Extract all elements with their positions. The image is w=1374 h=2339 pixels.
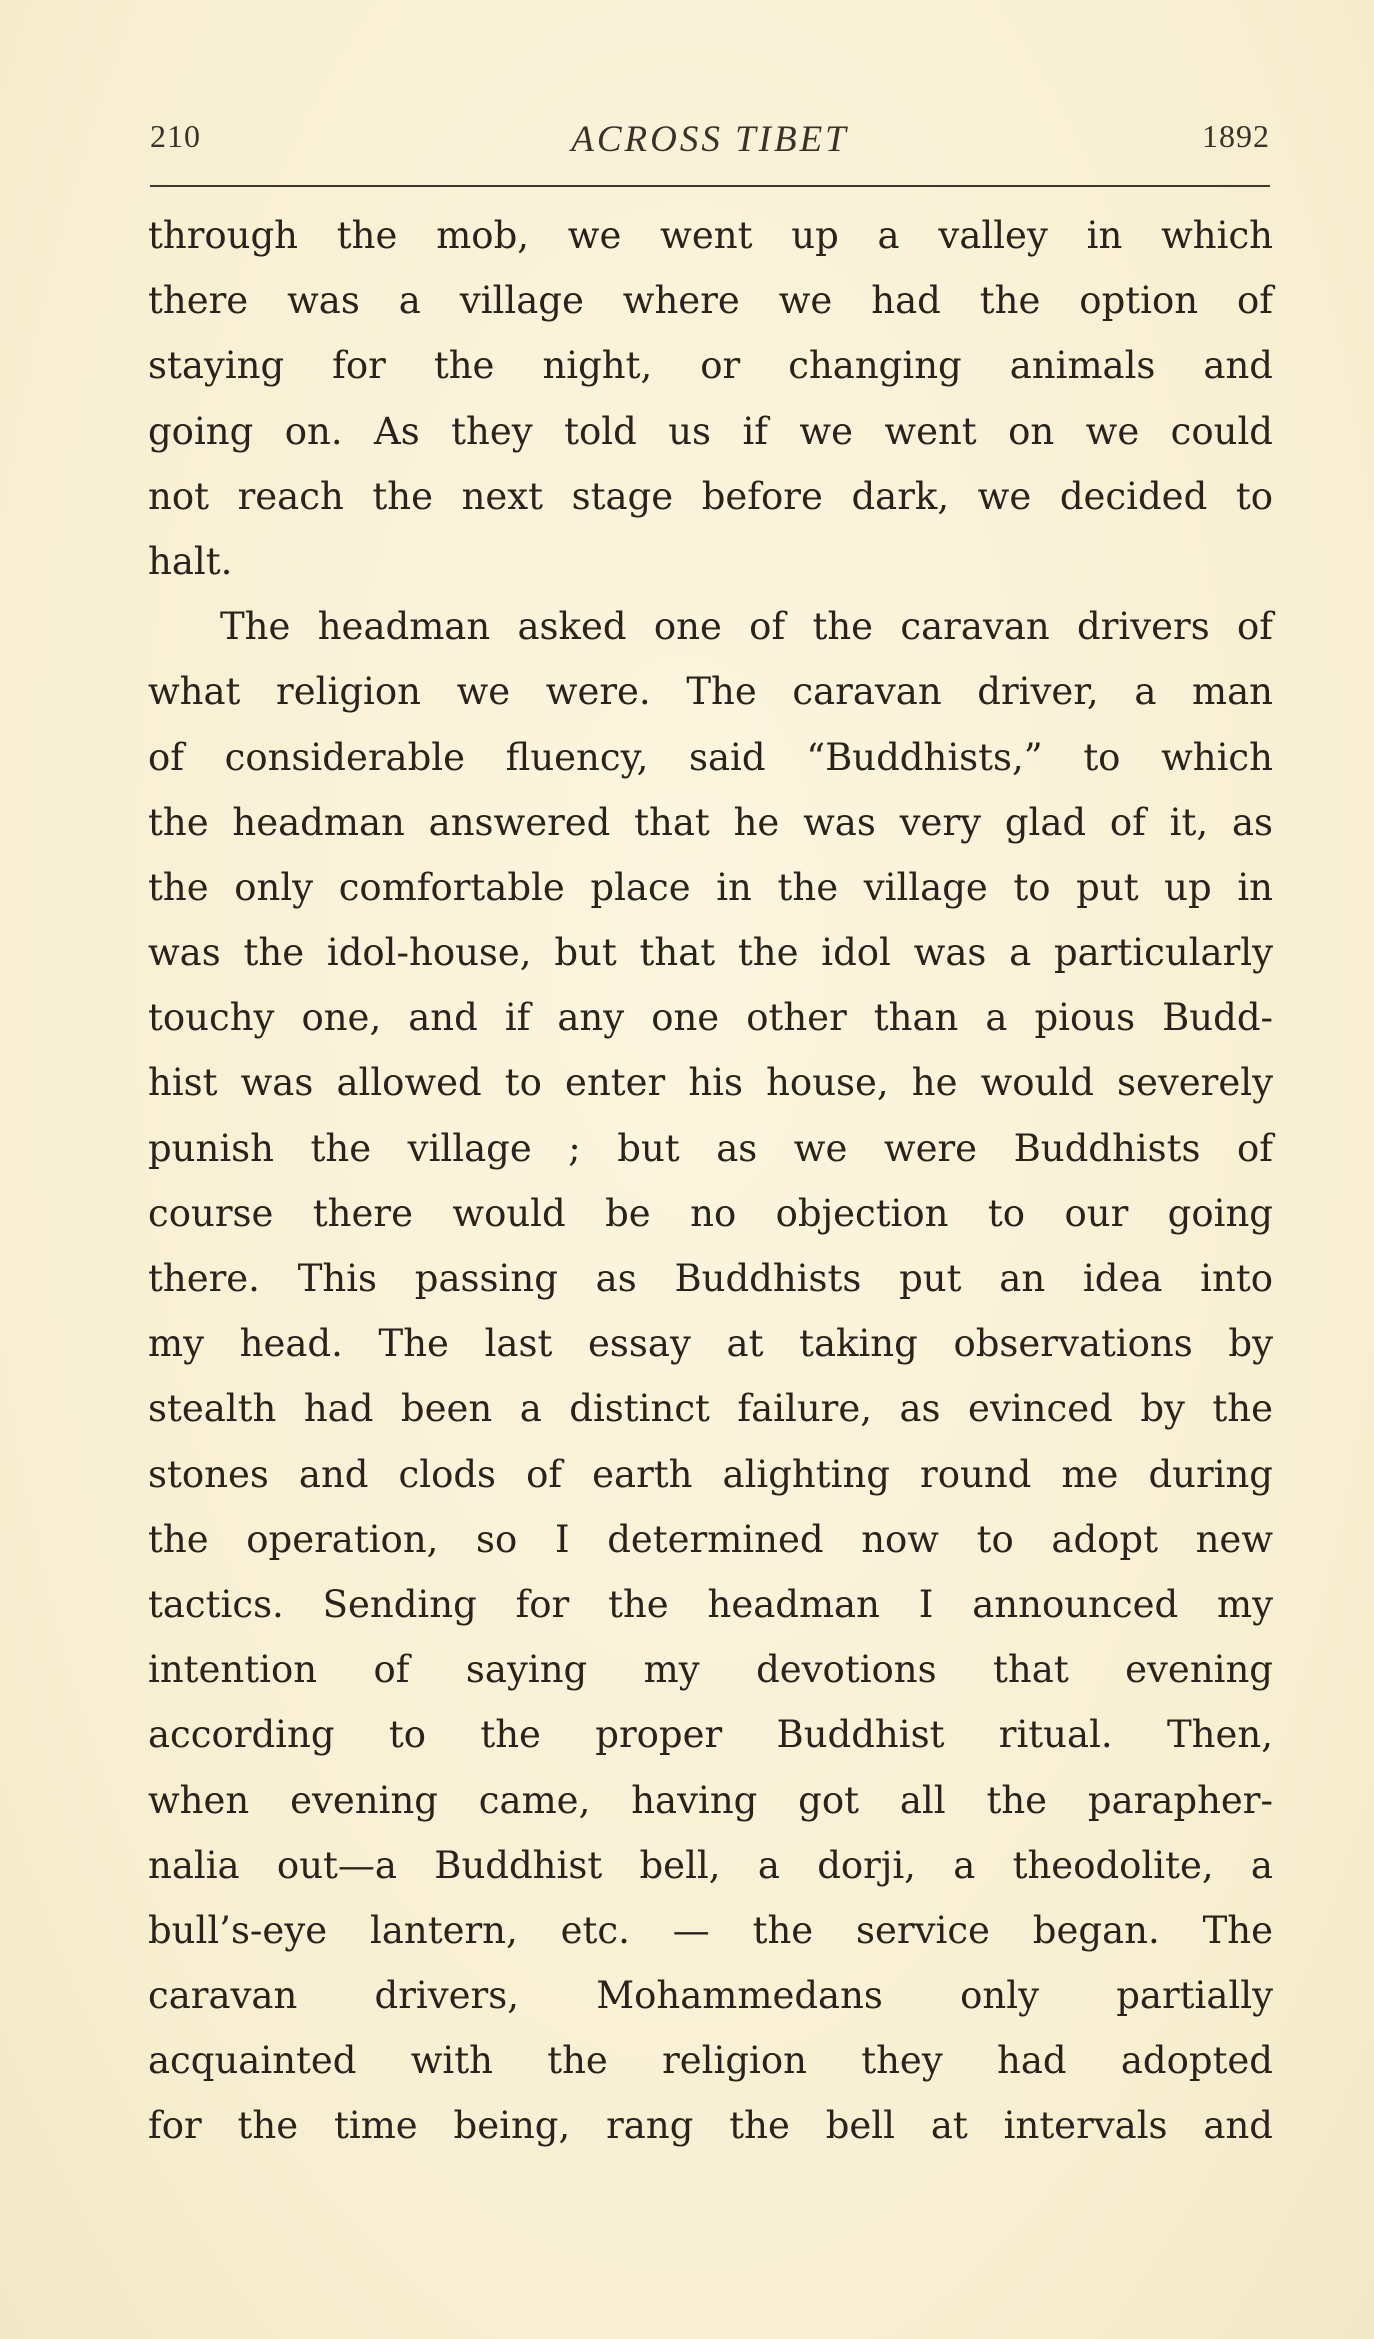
running-title: ACROSS TIBET bbox=[571, 119, 849, 160]
text-line: the only comfortable place in the village to put up in bbox=[148, 865, 1273, 909]
text-line: what religion we were. The caravan driver, a man bbox=[148, 670, 1273, 714]
text-line: staying for the night, or changing animals and bbox=[148, 344, 1273, 388]
text-line: The headman asked one of the caravan drivers of bbox=[220, 605, 1273, 649]
text-line: course there would be no objection to our going bbox=[148, 1191, 1273, 1235]
text-line: was the idol-house, but that the idol was a particularly bbox=[148, 931, 1273, 975]
body-text bbox=[148, 203, 1273, 2159]
text-line: hist was allowed to enter his house, he would severely bbox=[148, 1061, 1273, 1105]
text-line: my head. The last essay at taking observations by bbox=[148, 1322, 1273, 1366]
text-line: caravan drivers, Mohammedans only partially bbox=[148, 1974, 1273, 2018]
text-line: going on. As they told us if we went on we could bbox=[148, 409, 1273, 453]
text-line: there. This passing as Buddhists put an idea into bbox=[148, 1257, 1273, 1300]
text-line: for the time being, rang the bell at intervals and bbox=[148, 2104, 1273, 2148]
text-line: when evening came, having got all the parapher- bbox=[148, 1778, 1273, 1822]
page-number: 210 bbox=[150, 118, 201, 154]
text-line: tactics. Sending for the headman I announced my bbox=[148, 1582, 1273, 1626]
text-line: acquainted with the religion they had adopted bbox=[148, 2039, 1273, 2083]
text-line: through the mob, we went up a valley in which bbox=[148, 214, 1273, 257]
text-line: touchy one, and if any one other than a pious Budd- bbox=[148, 996, 1273, 1040]
text-line: stones and clods of earth alighting round me during bbox=[148, 1452, 1273, 1496]
text-line: halt. bbox=[148, 539, 233, 583]
text-line: stealth had been a distinct failure, as evinced by the bbox=[148, 1387, 1273, 1431]
header-rule bbox=[150, 185, 1270, 187]
text-line: intention of saying my devotions that evening bbox=[148, 1648, 1273, 1692]
text-line: the operation, so I determined now to adopt new bbox=[148, 1517, 1273, 1561]
running-head bbox=[150, 118, 1270, 178]
text-line: of considerable fluency, said “Buddhists,” to which bbox=[148, 735, 1273, 779]
text-line: bull’s-eye lantern, etc. — the service began. The bbox=[148, 1908, 1273, 1952]
year-label: 1892 bbox=[1202, 118, 1270, 154]
text-line: punish the village ; but as we were Buddhists of bbox=[148, 1126, 1273, 1170]
text-line: according to the proper Buddhist ritual. Then, bbox=[148, 1713, 1273, 1757]
text-line: there was a village where we had the option of bbox=[148, 279, 1273, 323]
text-line: nalia out—a Buddhist bell, a dorji, a theodolite, a bbox=[148, 1843, 1273, 1887]
text-line: the headman answered that he was very glad of it, as bbox=[148, 800, 1273, 844]
text-line: not reach the next stage before dark, we decided to bbox=[148, 474, 1273, 518]
